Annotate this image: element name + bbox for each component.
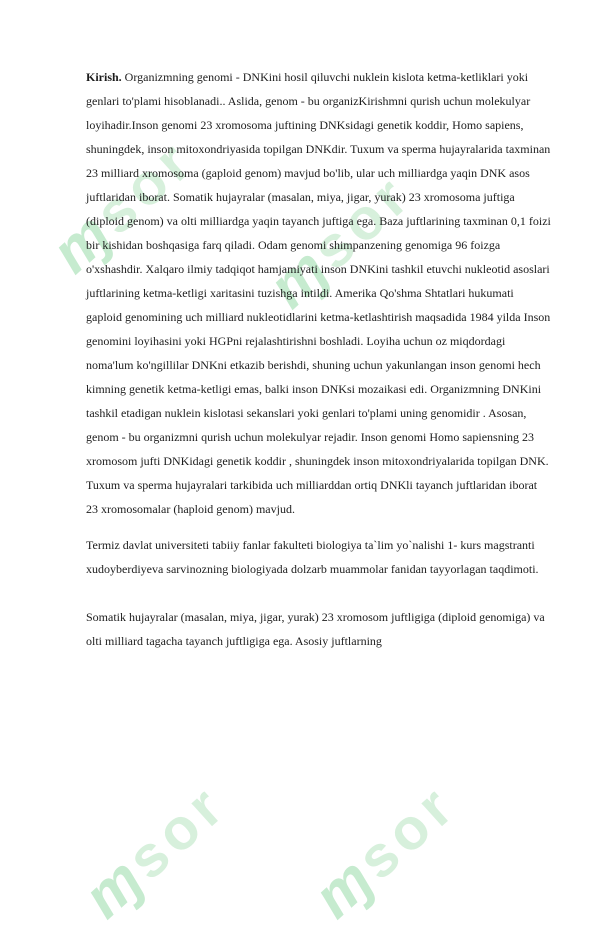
intro-text: Organizmning genomi - DNKini hosil qiluvchi nuklein kislota ketma-ketliklari yoki genlari to'plami hisoblanadi.. Aslida, genom - bu organizKirishmni qurish uchun molekulyar loyihadir.Inson genomi 23 xromosoma juftining DNKsidagi genetik koddir, Homo sapiens, shuningdek, inson mitoxondriyasida topilgan DNKdir. Tuxum va sperma hujayralarida taxminan 23 milliard xromosoma (gaploid genom) mavjud bo'lib, ular uch milliardga yaqin DNK asos juftlaridan iborat. Somatik hujayralar (masalan, miya, jigar, yurak) 23 xromosoma juftiga (diploid genom) va olti milliardga yaqin tayanch juftiga ega. Baza juftlarining taxminan 0,1 foizi bir kishidan boshqasiga farq qiladi. Odam genomi shimpanzening genomiga 96 foizga o'xshashdir. Xalqaro ilmiy tadqiqot hamjamiyati inson DNKini tashkil etuvchi nukleotid asoslari juftlarining ketma-ketligi xaritasini tuzishga intildi. Amerika Qo'shma Shtatlari hukumati gaploid genomining uch milliard nukleotidlarini ketma-ketlashtirish maqsadida 1984 yilda Inson genomini loyihasini yoki HGPni rejalashtirishni boshladi. Loyiha uchun oz miqdordagi noma'lum ko'ngillilar DNKni etkazib berishdi, shuning uchun yakunlangan inson genomi hech kimning genetik ketma-ketligi emas, balki inson DNKsi mozaikasi edi. Organizmning DNKini tashkil etadigan nuklein kislotasi sekanslari yoki genlari to'plami uning genomidir . Asosan, genom - bu organizmni qurish uchun molekulyar rejadir. Inson genomi Homo sapiensning 23 xromosom jufti DNKidagi genetik koddir , shuningdek inson mitoxondriyalarida topilgan DNK. Tuxum va sperma hujayralari tarkibida uch milliarddan ortiq DNKli tayanch juftlaridan iborat 23 xromosomalar (haploid genom) mavjud.: [86, 70, 551, 516]
watermark-word: sor: [299, 161, 424, 282]
watermark-word: sor: [114, 771, 239, 892]
closing-paragraph: Somatik hujayralar (masalan, miya, jigar, yurak) 23 xromosom juftligiga (diploid genomiga) va olti milliard tagacha tayanch juftligiga ega. Asosiy juftlarning: [86, 610, 545, 648]
intro-heading: Kirish.: [86, 70, 122, 84]
watermark-bottom-right: [300, 769, 470, 931]
watermark-mark: ɱ: [38, 200, 124, 286]
author-note-paragraph: Termiz davlat universiteti tabiiy fanlar fakulteti biologiya ta`lim yo`nalishi 1- kurs magstranti xudoyberdiyeva sarvinozning biologiyada dolzarb muammolar fanidan tayyorlagan taqdimoti.: [86, 538, 539, 576]
watermark-bottom-left: [70, 769, 240, 931]
watermark-mark: ɱ: [70, 845, 156, 931]
document-body: [86, 65, 552, 665]
watermark-mark: ɱ: [300, 845, 386, 931]
watermark-mark: ɱ: [255, 235, 341, 321]
intro-paragraph: [86, 65, 552, 521]
watermark-word: sor: [82, 126, 207, 247]
watermark-word: sor: [344, 771, 469, 892]
